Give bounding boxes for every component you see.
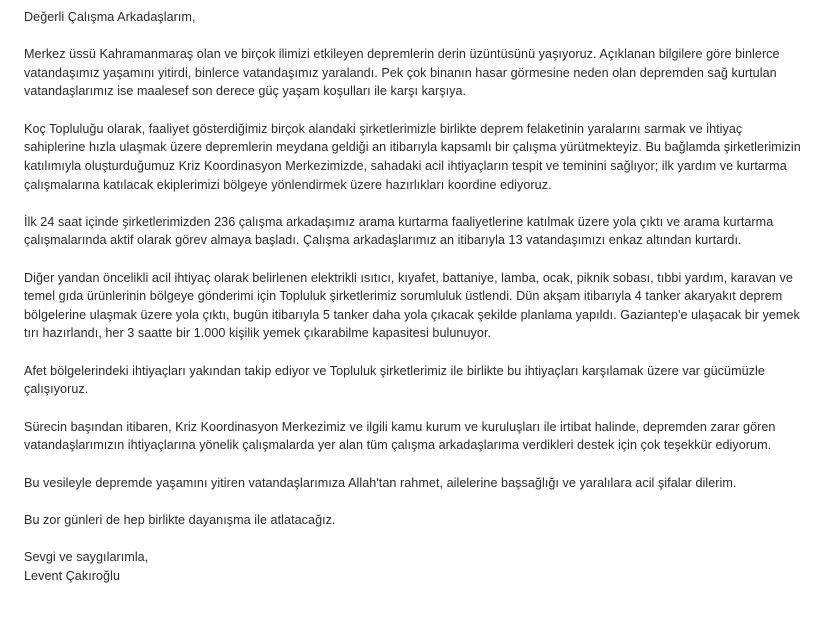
letter-greeting: Değerli Çalışma Arkadaşlarım,: [24, 10, 196, 24]
letter-signature: Levent Çakıroğlu: [24, 568, 121, 583]
letter-paragraph: İlk 24 saat içinde şirketlerimizden 236 çalışma arkadaşımız arama kurtarma faaliyetlerine katılmak üzere yola çıktı ve arama kurtarma çalışmalarında aktif olarak görev almaya başladı. Çalışma arkadaşlarımız an itibarıyla 13 vatandaşımızı enkaz altından kurtardı.: [24, 214, 774, 248]
letter-closing: Sevgi ve saygılarımla,: [24, 550, 149, 565]
letter-body: [24, 8, 804, 585]
letter-paragraph: Koç Topluluğu olarak, faaliyet gösterdiğimiz birçok alandaki şirketlerimizle birlikte deprem felaketinin yaralarını sarmak ve ihtiyaç sahiplerine hızla ulaşmak üzere depremlerin meydana geldiği an itibarıyla kapsamlı bir çalışma yürütmekteyiz. Bu bağlamda şirketlerimizin katılımıyla oluşturduğumuz Kriz Koordinasyon Merkezimizde, sahadaki acil ihtiyaçların tespit ve teminini sağlıyor; ilk yardım ve kurtarma çalışmalarına katılacak ekiplerimizi bölgeye yönlendirmek üzere hazırlıkları koordine ediyoruz.: [24, 121, 801, 192]
letter-paragraph: Merkez üssü Kahramanmaraş olan ve birçok ilimizi etkileyen depremlerin derin üzüntüsünü yaşıyoruz. Açıklanan bilgilere göre binlerce vatandaşımız yaşamını yitirdi, binlerce vatandaşımız yaralandı. Pek çok binanın hasar görmesine neden olan depremden sağ kurtulan vatandaşlarımız ise maalesef son derece güç yaşam koşulları ile karşı karşıya.: [24, 47, 780, 99]
letter-paragraph: Afet bölgelerindeki ihtiyaçları yakından takip ediyor ve Topluluk şirketlerimiz ile birlikte bu ihtiyaçları karşılamak üzere var gücümüzle çalışıyoruz.: [24, 363, 765, 397]
letter-paragraph: Sürecin başından itibaren, Kriz Koordinasyon Merkezimiz ve ilgili kamu kurum ve kuruluşları ile irtibat halinde, depremden zarar gören vatandaşlarımızın ihtiyaçlarına yönelik çalışmalarda yer alan tüm çalışma arkadaşlarıma verdikleri destek için çok teşekkür ediyorum.: [24, 419, 776, 453]
letter-paragraph: Diğer yandan öncelikli acil ihtiyaç olarak belirlenen elektrikli ısıtıcı, kıyafet, battaniye, lamba, ocak, piknik sobası, tıbbi yardım, karavan ve temel gıda ürünlerinin bölgeye gönderimi için Topluluk şirketlerimiz sorumluluk üstlendi. Dün akşam itibarıyla 4 tanker akaryakıt deprem bölgelerine ulaşmak üzere yola çıktı, bugün itibarıyla 5 tanker daha yola çıkacak şekilde planlama yapıldı. Gaziantep'e ulaşacak bir yemek tırı hazırlandı, her 3 saatte bir 1.000 kişilik yemek çıkarabilme kapasitesi bulunuyor.: [24, 270, 800, 341]
letter-paragraph: Bu vesileyle depremde yaşamını yitiren vatandaşlarımıza Allah'tan rahmet, ailelerine başsağlığı ve yaralılara acil şifalar dilerim.: [24, 475, 737, 490]
letter-paragraph: Bu zor günleri de hep birlikte dayanışma ile atlatacağız.: [24, 512, 336, 527]
